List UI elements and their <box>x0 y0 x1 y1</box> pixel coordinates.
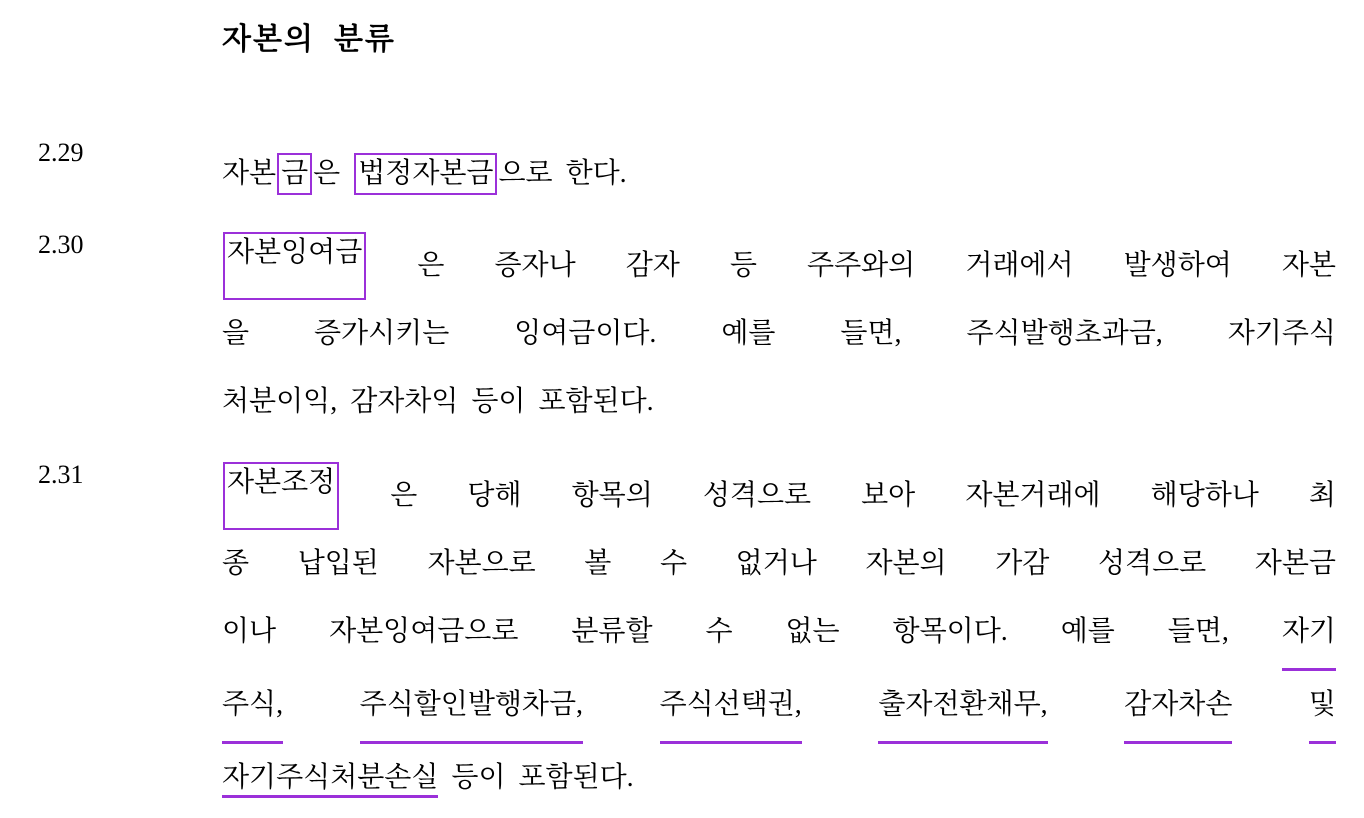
text-run: 자본잉여금으로 <box>329 616 519 647</box>
paragraph-line <box>222 462 1336 530</box>
paragraph-number: 2.30 <box>38 230 84 259</box>
text-run: 자기주식 <box>1227 318 1336 349</box>
highlight-box: 법정자본금 <box>354 153 497 195</box>
highlight-underline: 및 <box>1309 671 1336 744</box>
text-run: 성격으로 <box>1097 548 1207 579</box>
text-run: 주식발행초과금, <box>966 318 1163 349</box>
paragraph-line <box>222 368 1336 436</box>
text-run: 납입된 <box>297 548 379 579</box>
text-run: 잉여금이다. <box>514 318 657 349</box>
paragraph-2-30 <box>38 232 1336 436</box>
text-run: 항목이다. <box>892 616 1008 647</box>
text-run: 으로 한다. <box>498 158 627 189</box>
text-run: 증가시키는 <box>314 318 450 349</box>
paragraph-2-29 <box>38 140 1336 208</box>
text-run: 발생하여 <box>1123 250 1232 281</box>
paragraph-line <box>222 140 1336 208</box>
text-run: 자본거래에 <box>965 480 1101 511</box>
paragraph-line <box>222 598 1336 671</box>
text-run: 등이 포함된다. <box>438 762 634 793</box>
text-run: 항목의 <box>571 480 653 511</box>
paragraph-line <box>222 300 1336 368</box>
text-run: 자본 <box>222 158 277 189</box>
text-run: 을 <box>222 318 250 349</box>
text-run: 이나 <box>222 616 277 647</box>
paragraph-number: 2.29 <box>38 138 84 167</box>
text-run: 자본으로 <box>427 548 536 579</box>
highlight-box: 금 <box>277 153 312 195</box>
text-run: 자본금 <box>1254 548 1336 579</box>
highlight-underline: 주식선택권, <box>660 671 802 744</box>
paragraph-number: 2.31 <box>38 460 84 489</box>
text-run: 은 <box>390 480 418 511</box>
text-run: 가감 <box>995 548 1050 579</box>
paragraph-body <box>222 140 1336 208</box>
page-title: 자본의 분류 <box>222 23 396 56</box>
paragraph-line <box>222 671 1336 744</box>
paragraph-line <box>222 232 1336 300</box>
text-run: 주주와의 <box>807 250 916 281</box>
highlight-underline: 자기 <box>1282 598 1336 671</box>
text-run: 없거나 <box>735 548 817 579</box>
text-run: 은 <box>313 158 354 189</box>
text-run: 예를 <box>721 318 776 349</box>
highlight-box: 자본잉여금 <box>223 232 366 300</box>
highlight-underline: 주식할인발행차금, <box>360 671 583 744</box>
highlight-underline: 주식, <box>222 671 283 744</box>
text-run: 당해 <box>467 480 522 511</box>
text-run: 보아 <box>861 480 916 511</box>
text-run: 감자 <box>625 250 680 281</box>
text-run: 해당하나 <box>1150 480 1259 511</box>
text-run: 들면, <box>1167 616 1229 647</box>
text-run: 등 <box>729 250 757 281</box>
text-run: 수 <box>659 548 688 579</box>
paragraph-body <box>222 462 1336 812</box>
highlight-underline: 출자전환채무, <box>878 671 1047 744</box>
text-run: 볼 <box>584 548 612 579</box>
text-run: 자본의 <box>865 548 947 579</box>
text-run: 없는 <box>785 616 840 647</box>
text-run: 최 <box>1308 480 1336 511</box>
paragraph-body <box>222 232 1336 436</box>
text-run: 들면, <box>840 318 902 349</box>
paragraph-line <box>222 530 1336 598</box>
highlight-underline: 감자차손 <box>1124 671 1232 744</box>
text-run: 은 <box>417 250 445 281</box>
paragraph-2-31 <box>38 462 1336 812</box>
text-run: 분류할 <box>571 616 653 647</box>
paragraph-line <box>222 744 1336 812</box>
text-run: 처분이익, 감자차익 등이 포함된다. <box>222 386 654 417</box>
text-run: 자본 <box>1281 250 1336 281</box>
text-run: 거래에서 <box>965 250 1074 281</box>
text-run: 수 <box>705 616 733 647</box>
text-run: 예를 <box>1060 616 1115 647</box>
highlight-underline: 자기주식처분손실 <box>222 762 438 798</box>
text-run: 증자나 <box>494 250 576 281</box>
highlight-box: 자본조정 <box>223 462 339 530</box>
text-run: 종 <box>222 548 250 579</box>
text-run: 성격으로 <box>702 480 812 511</box>
